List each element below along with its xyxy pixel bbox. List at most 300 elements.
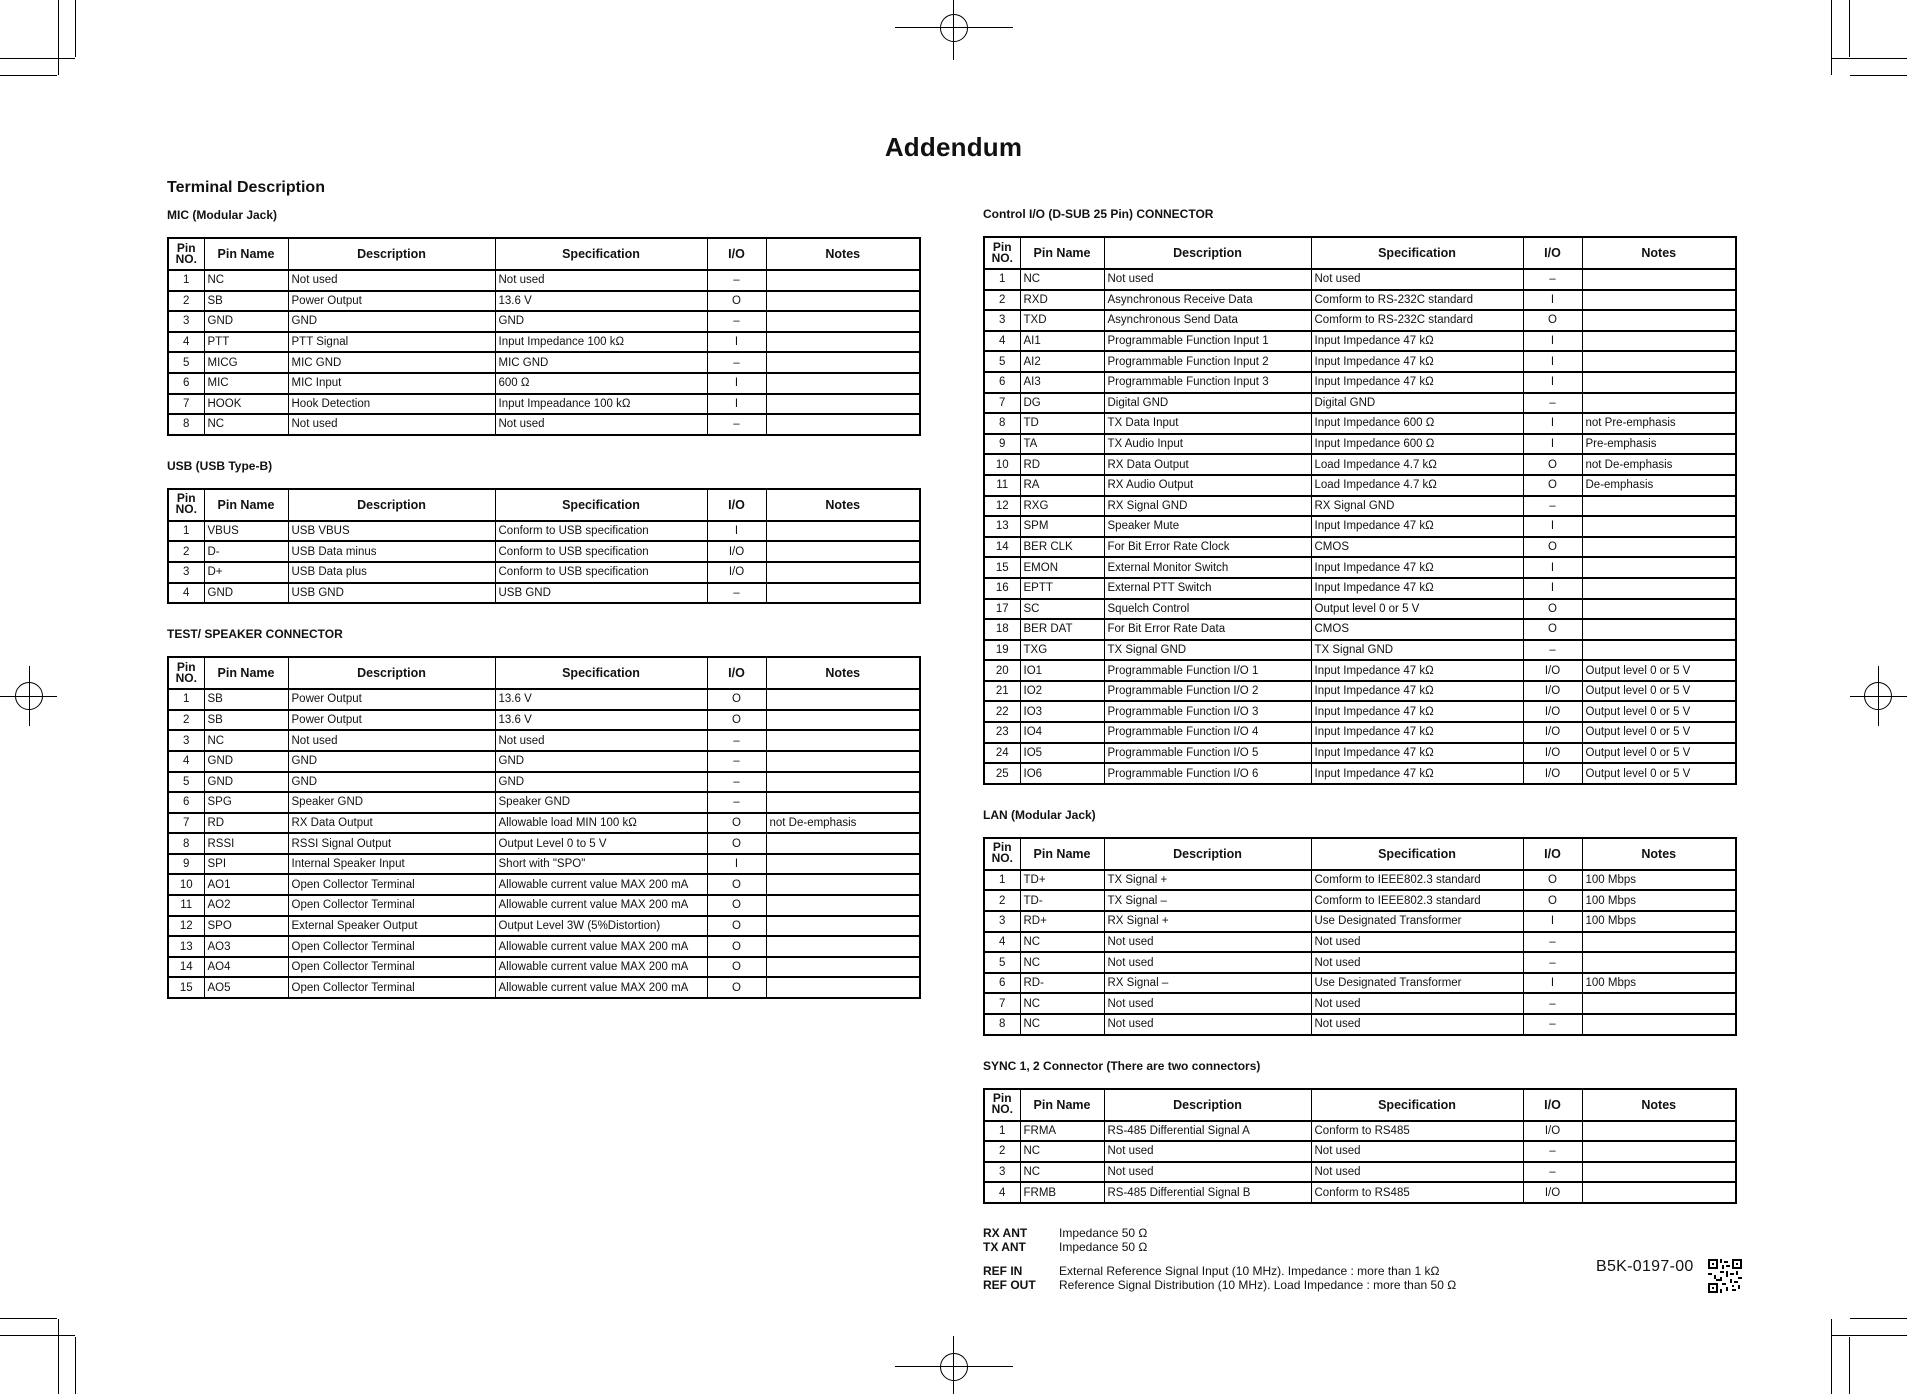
pin-notes: 100 Mbps (1582, 973, 1736, 994)
pin-name: SPG (204, 792, 288, 813)
pin-description: Hook Detection (288, 394, 495, 415)
header-notes: Notes (766, 657, 920, 689)
document-code: B5K-0197-00 (1596, 1258, 1694, 1275)
pin-description: Open Collector Terminal (288, 874, 495, 895)
extra-spec-value: Impedance 50 Ω (1059, 1225, 1148, 1240)
pin-io: I (1523, 973, 1582, 994)
header-io: I/O (707, 489, 766, 521)
pin-io: I/O (1523, 722, 1582, 743)
pin-number: 7 (984, 393, 1020, 414)
pin-notes: not Pre-emphasis (1582, 413, 1736, 434)
pin-notes (766, 270, 920, 291)
pin-table (167, 488, 921, 604)
pin-number: 4 (168, 332, 204, 353)
pin-name: IO2 (1020, 681, 1104, 702)
pin-specification: Input Impeadance 100 kΩ (495, 394, 707, 415)
header-pin-no: Pin NO. (168, 657, 204, 689)
table-row (984, 1182, 1736, 1203)
header-notes: Notes (1582, 1089, 1736, 1121)
extra-spec-value: Reference Signal Distribution (10 MHz). Load Impedance : more than 50 Ω (1059, 1277, 1457, 1292)
table-row (168, 291, 920, 312)
pin-io: – (1523, 1014, 1582, 1035)
pin-notes (1582, 269, 1736, 290)
pin-io: I/O (1523, 743, 1582, 764)
pin-name: BER DAT (1020, 619, 1104, 640)
pin-number: 6 (168, 792, 204, 813)
pin-notes: Output level 0 or 5 V (1582, 701, 1736, 722)
pin-description: PTT Signal (288, 332, 495, 353)
pin-specification: Not used (495, 270, 707, 291)
pin-name: AO4 (204, 957, 288, 978)
pin-io: – (1523, 932, 1582, 953)
pin-specification: TX Signal GND (1311, 640, 1523, 661)
pin-number: 5 (168, 772, 204, 793)
pin-description: Not used (1104, 952, 1311, 973)
table-row (984, 952, 1736, 973)
pin-description: RX Signal GND (1104, 496, 1311, 517)
table-header-row (984, 838, 1736, 870)
table-row (984, 1162, 1736, 1183)
header-name: Pin Name (204, 489, 288, 521)
pin-notes (766, 957, 920, 978)
pin-notes: Output level 0 or 5 V (1582, 743, 1736, 764)
pin-specification: Use Designated Transformer (1311, 973, 1523, 994)
pin-specification: Input Impedance 47 kΩ (1311, 681, 1523, 702)
pin-notes (766, 583, 920, 604)
pin-io: I (1523, 578, 1582, 599)
pin-number: 8 (168, 414, 204, 435)
header-name: Pin Name (1020, 1089, 1104, 1121)
pin-notes (1582, 952, 1736, 973)
header-name: Pin Name (204, 657, 288, 689)
pin-io: O (707, 895, 766, 916)
pin-number: 7 (168, 394, 204, 415)
pin-number: 2 (168, 710, 204, 731)
pin-specification: Input Impedance 47 kΩ (1311, 351, 1523, 372)
pin-notes (766, 291, 920, 312)
header-description: Description (288, 238, 495, 270)
table-row (168, 813, 920, 834)
table-title: USB (USB Type-B) (167, 458, 273, 473)
pin-name: IO3 (1020, 701, 1104, 722)
pin-number: 14 (168, 957, 204, 978)
extra-spec-label: RX ANT (983, 1225, 1028, 1240)
pin-io: – (1523, 393, 1582, 414)
table-row (984, 351, 1736, 372)
pin-io: O (707, 874, 766, 895)
pin-io: I/O (1523, 763, 1582, 784)
pin-specification: Allowable load MIN 100 kΩ (495, 813, 707, 834)
pin-description: Open Collector Terminal (288, 977, 495, 998)
pin-notes (1582, 640, 1736, 661)
pin-number: 7 (168, 813, 204, 834)
pin-table (167, 237, 921, 436)
table-header-row (168, 489, 920, 521)
pin-notes: De-emphasis (1582, 475, 1736, 496)
pin-number: 3 (168, 311, 204, 332)
header-pin-no: Pin NO. (168, 489, 204, 521)
pin-number: 12 (984, 496, 1020, 517)
pin-notes (1582, 1121, 1736, 1142)
pin-name: AO2 (204, 895, 288, 916)
pin-specification: 13.6 V (495, 291, 707, 312)
pin-notes (766, 833, 920, 854)
pin-number: 5 (168, 352, 204, 373)
pin-description: Power Output (288, 689, 495, 710)
table-row (984, 496, 1736, 517)
pin-name: TXD (1020, 310, 1104, 331)
pin-notes (1582, 516, 1736, 537)
pin-notes (766, 562, 920, 583)
pin-specification: Input Impedance 47 kΩ (1311, 578, 1523, 599)
pin-number: 20 (984, 660, 1020, 681)
pin-description: External PTT Switch (1104, 578, 1311, 599)
pin-table (167, 656, 921, 999)
pin-io: I (707, 373, 766, 394)
extra-spec-value: External Reference Signal Input (10 MHz). Impedance : more than 1 kΩ (1059, 1263, 1440, 1278)
pin-specification: Conform to USB specification (495, 541, 707, 562)
header-pin-no: Pin NO. (168, 238, 204, 270)
pin-io: O (707, 291, 766, 312)
pin-name: TA (1020, 434, 1104, 455)
header-name: Pin Name (1020, 838, 1104, 870)
pin-name: D- (204, 541, 288, 562)
pin-notes: Output level 0 or 5 V (1582, 722, 1736, 743)
pin-io: I (1523, 434, 1582, 455)
pin-notes (1582, 599, 1736, 620)
pin-io: I (707, 854, 766, 875)
header-description: Description (1104, 838, 1311, 870)
table-row (168, 977, 920, 998)
pin-notes (766, 521, 920, 542)
table-row (984, 413, 1736, 434)
pin-name: NC (1020, 1141, 1104, 1162)
pin-name: RA (1020, 475, 1104, 496)
pin-specification: Input Impedance 47 kΩ (1311, 516, 1523, 537)
table-row (984, 640, 1736, 661)
pin-number: 18 (984, 619, 1020, 640)
pin-name: RXD (1020, 290, 1104, 311)
pin-description: Programmable Function Input 3 (1104, 372, 1311, 393)
pin-specification: Output Level 0 to 5 V (495, 833, 707, 854)
pin-specification: Not used (1311, 1162, 1523, 1183)
pin-description: Not used (1104, 269, 1311, 290)
pin-io: – (1523, 496, 1582, 517)
pin-number: 22 (984, 701, 1020, 722)
qr-code-icon (1708, 1259, 1742, 1293)
pin-number: 1 (168, 521, 204, 542)
pin-number: 8 (984, 1014, 1020, 1035)
extra-spec-value: Impedance 50 Ω (1059, 1239, 1148, 1254)
pin-number: 24 (984, 743, 1020, 764)
pin-description: External Speaker Output (288, 916, 495, 937)
pin-name: PTT (204, 332, 288, 353)
table-row (984, 932, 1736, 953)
pin-description: Not used (288, 270, 495, 291)
pin-specification: Input Impedance 47 kΩ (1311, 660, 1523, 681)
pin-io: I (1523, 372, 1582, 393)
pin-specification: Comform to RS-232C standard (1311, 290, 1523, 311)
pin-notes (1582, 1182, 1736, 1203)
page-title: Addendum (884, 132, 1023, 162)
table-header-row (168, 657, 920, 689)
table-row (984, 743, 1736, 764)
table-row (168, 414, 920, 435)
table-row (984, 1121, 1736, 1142)
pin-description: TX Signal – (1104, 890, 1311, 911)
pin-description: Programmable Function I/O 2 (1104, 681, 1311, 702)
pin-name: RD+ (1020, 911, 1104, 932)
pin-name: MIC (204, 373, 288, 394)
pin-description: Programmable Function I/O 1 (1104, 660, 1311, 681)
pin-name: SB (204, 291, 288, 312)
table-title: LAN (Modular Jack) (983, 807, 1096, 822)
pin-description: TX Signal + (1104, 870, 1311, 891)
table-row (984, 475, 1736, 496)
table-row (168, 792, 920, 813)
extra-spec-row (983, 1240, 1737, 1254)
pin-notes (766, 541, 920, 562)
pin-name: NC (1020, 269, 1104, 290)
header-notes: Notes (1582, 237, 1736, 269)
pin-notes (766, 710, 920, 731)
pin-description: RX Signal – (1104, 973, 1311, 994)
pin-notes: not De-emphasis (1582, 454, 1736, 475)
table-header-row (984, 237, 1736, 269)
header-specification: Specification (495, 657, 707, 689)
pin-name: FRMA (1020, 1121, 1104, 1142)
pin-specification: Not used (1311, 269, 1523, 290)
pin-description: USB Data minus (288, 541, 495, 562)
pin-number: 4 (984, 932, 1020, 953)
pin-name: AI1 (1020, 331, 1104, 352)
pin-notes: Output level 0 or 5 V (1582, 660, 1736, 681)
pin-notes (1582, 351, 1736, 372)
pin-number: 10 (984, 454, 1020, 475)
table-header-row (984, 1089, 1736, 1121)
pin-description: USB VBUS (288, 521, 495, 542)
pin-number: 11 (168, 895, 204, 916)
pin-description: TX Signal GND (1104, 640, 1311, 661)
pin-description: Not used (1104, 993, 1311, 1014)
table-row (168, 833, 920, 854)
table-row (984, 310, 1736, 331)
pin-io: O (1523, 619, 1582, 640)
pin-specification: Not used (1311, 993, 1523, 1014)
table-row (984, 1014, 1736, 1035)
table-row (984, 516, 1736, 537)
pin-notes (766, 730, 920, 751)
pin-description: Programmable Function I/O 6 (1104, 763, 1311, 784)
pin-description: Not used (288, 730, 495, 751)
connector-table-block (983, 807, 1737, 1036)
pin-notes: 100 Mbps (1582, 890, 1736, 911)
pin-io: O (1523, 890, 1582, 911)
pin-specification: CMOS (1311, 537, 1523, 558)
table-title: SYNC 1, 2 Connector (There are two connectors) (983, 1058, 1261, 1073)
pin-specification: Input Impedance 47 kΩ (1311, 722, 1523, 743)
pin-number: 13 (984, 516, 1020, 537)
pin-io: I/O (1523, 701, 1582, 722)
pin-name: FRMB (1020, 1182, 1104, 1203)
table-row (984, 619, 1736, 640)
pin-description: GND (288, 311, 495, 332)
pin-io: I/O (707, 541, 766, 562)
table-row (168, 772, 920, 793)
table-row (984, 434, 1736, 455)
pin-description: Asynchronous Send Data (1104, 310, 1311, 331)
pin-notes (1582, 496, 1736, 517)
pin-io: I (1523, 351, 1582, 372)
pin-specification: Allowable current value MAX 200 mA (495, 957, 707, 978)
pin-description: Power Output (288, 710, 495, 731)
pin-number: 21 (984, 681, 1020, 702)
pin-description: RS-485 Differential Signal A (1104, 1121, 1311, 1142)
pin-notes: Output level 0 or 5 V (1582, 681, 1736, 702)
pin-notes (766, 792, 920, 813)
connector-table-block (983, 1058, 1737, 1204)
pin-name: AI2 (1020, 351, 1104, 372)
table-row (984, 372, 1736, 393)
pin-notes (766, 936, 920, 957)
header-description: Description (1104, 237, 1311, 269)
pin-io: O (707, 957, 766, 978)
pin-number: 2 (168, 541, 204, 562)
pin-notes (766, 916, 920, 937)
pin-notes: 100 Mbps (1582, 870, 1736, 891)
pin-notes (766, 751, 920, 772)
header-description: Description (1104, 1089, 1311, 1121)
pin-io: – (707, 792, 766, 813)
pin-name: HOOK (204, 394, 288, 415)
pin-number: 8 (984, 413, 1020, 434)
table-row (168, 311, 920, 332)
pin-notes (1582, 557, 1736, 578)
pin-name: TD+ (1020, 870, 1104, 891)
pin-io: I (707, 332, 766, 353)
pin-io: I (1523, 290, 1582, 311)
header-notes: Notes (766, 238, 920, 270)
pin-number: 5 (984, 351, 1020, 372)
table-row (984, 269, 1736, 290)
pin-specification: GND (495, 311, 707, 332)
extra-spec-row (983, 1226, 1737, 1240)
pin-number: 17 (984, 599, 1020, 620)
header-io: I/O (1523, 838, 1582, 870)
pin-notes (1582, 619, 1736, 640)
pin-io: – (1523, 640, 1582, 661)
pin-name: SPO (204, 916, 288, 937)
pin-specification: 13.6 V (495, 689, 707, 710)
pin-number: 1 (168, 270, 204, 291)
pin-name: RSSI (204, 833, 288, 854)
pin-notes (766, 689, 920, 710)
pin-description: USB GND (288, 583, 495, 604)
pin-number: 19 (984, 640, 1020, 661)
pin-name: GND (204, 311, 288, 332)
pin-io: – (707, 270, 766, 291)
header-specification: Specification (495, 489, 707, 521)
table-row (984, 681, 1736, 702)
table-header-row (168, 238, 920, 270)
pin-description: Not used (288, 414, 495, 435)
table-row (168, 689, 920, 710)
pin-name: NC (204, 414, 288, 435)
pin-specification: Conform to RS485 (1311, 1121, 1523, 1142)
pin-io: O (1523, 310, 1582, 331)
table-row (168, 332, 920, 353)
header-name: Pin Name (204, 238, 288, 270)
pin-description: Internal Speaker Input (288, 854, 495, 875)
header-specification: Specification (495, 238, 707, 270)
table-row (984, 973, 1736, 994)
pin-specification: Comform to IEEE802.3 standard (1311, 870, 1523, 891)
pin-notes (1582, 1141, 1736, 1162)
table-row (168, 895, 920, 916)
pin-specification: Not used (495, 730, 707, 751)
table-row (168, 270, 920, 291)
pin-notes (766, 332, 920, 353)
pin-name: SPM (1020, 516, 1104, 537)
pin-name: NC (1020, 1014, 1104, 1035)
pin-notes (766, 414, 920, 435)
pin-name: NC (204, 270, 288, 291)
pin-io: O (707, 977, 766, 998)
pin-number: 3 (984, 1162, 1020, 1183)
pin-description: RX Audio Output (1104, 475, 1311, 496)
pin-specification: Conform to USB specification (495, 562, 707, 583)
header-specification: Specification (1311, 237, 1523, 269)
header-io: I/O (707, 657, 766, 689)
table-row (984, 537, 1736, 558)
pin-specification: Input Impedance 47 kΩ (1311, 743, 1523, 764)
pin-description: Programmable Function I/O 5 (1104, 743, 1311, 764)
table-row (984, 911, 1736, 932)
pin-notes (1582, 932, 1736, 953)
table-row (984, 578, 1736, 599)
pin-description: Not used (1104, 932, 1311, 953)
pin-specification: Not used (495, 414, 707, 435)
pin-specification: Short with "SPO" (495, 854, 707, 875)
pin-description: RX Signal + (1104, 911, 1311, 932)
pin-io: O (1523, 599, 1582, 620)
pin-number: 9 (984, 434, 1020, 455)
pin-specification: Allowable current value MAX 200 mA (495, 874, 707, 895)
header-pin-no: Pin NO. (984, 1089, 1020, 1121)
pin-name: NC (1020, 1162, 1104, 1183)
pin-name: AO3 (204, 936, 288, 957)
table-row (168, 541, 920, 562)
pin-number: 11 (984, 475, 1020, 496)
pin-specification: Load Impedance 4.7 kΩ (1311, 475, 1523, 496)
extra-spec-label: REF OUT (983, 1277, 1036, 1292)
header-name: Pin Name (1020, 237, 1104, 269)
table-row (168, 710, 920, 731)
pin-name: NC (1020, 952, 1104, 973)
pin-specification: Comform to IEEE802.3 standard (1311, 890, 1523, 911)
table-title: MIC (Modular Jack) (167, 208, 278, 222)
pin-notes (1582, 331, 1736, 352)
pin-name: AO1 (204, 874, 288, 895)
pin-specification: CMOS (1311, 619, 1523, 640)
pin-specification: Input Impedance 600 Ω (1311, 413, 1523, 434)
pin-description: Power Output (288, 291, 495, 312)
pin-specification: Input Impedance 600 Ω (1311, 434, 1523, 455)
pin-number: 2 (984, 890, 1020, 911)
pin-notes (766, 373, 920, 394)
pin-number: 4 (168, 751, 204, 772)
pin-number: 1 (984, 870, 1020, 891)
